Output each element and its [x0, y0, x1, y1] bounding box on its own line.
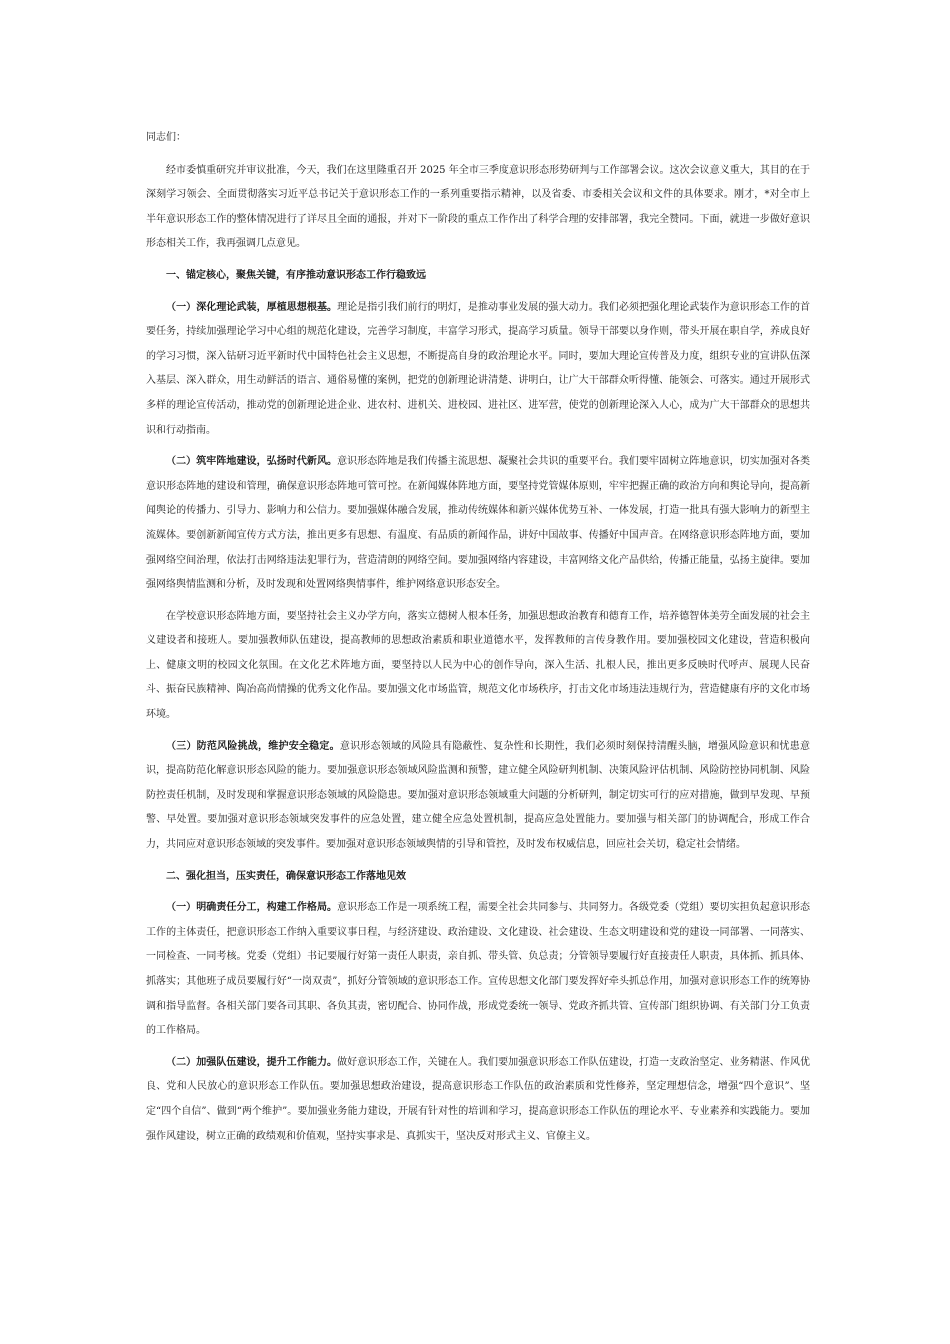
section-2-paragraph-1-body: 意识形态工作是一项系统工程，需要全社会共同参与、共同努力。各级党委（党组）要切实担负起意识形态工作的主体责任，把意识形态工作纳入重要议事日程，与经济建设、政治建设、文化建设、社会建设、生态文明建设和党的建设一同部署、一同落实、一同检查、一同考核。党委（党组）书记要履行好第一责任人职责，亲自抓、带头管、负总责；分管领导要履行好直接责任人职责，具体抓、抓具体、抓落实；其他班子成员要履行好“一岗双责”，抓好分管领域的意识形态工作。宣传思想文化部门要发挥好牵头抓总作用，加强对意识形态工作的统筹协调和指导监督。各相关部门要各司其职、各负其责，密切配合、协同作战，形成党委统一领导、党政齐抓共管、宣传部门组织协调、有关部门分工负责的工作格局。 — [146, 902, 811, 1037]
section-2-paragraph-2-body: 做好意识形态工作，关键在人。我们要加强意识形态工作队伍建设，打造一支政治坚定、业务精湛、作风优良、党和人民放心的意识形态工作队伍。要加强思想政治建设，提高意识形态工作队伍的政治素质和党性修养，坚定理想信念，增强“四个意识”、坚定“四个自信”、做到“两个维护”。要加强业务能力建设，开展有针对性的培训和学习，提高意识形态工作队伍的理论水平、专业素养和实践能力。要加强作风建设，树立正确的政绩观和价值观，坚持实事求是、真抓实干，坚决反对形式主义、官僚主义。 — [146, 1056, 811, 1142]
section-2-paragraph-2-lead: （二）加强队伍建设，提升工作能力。 — [166, 1056, 338, 1068]
section-2-paragraph-2 — [146, 1051, 810, 1149]
section-1-paragraph-1 — [146, 296, 810, 444]
section-2-paragraph-1-lead: （一）明确责任分工，构建工作格局。 — [166, 902, 338, 914]
section-1-paragraph-2-lead: （二）筑牢阵地建设，弘扬时代新风。 — [166, 456, 338, 468]
section-1-paragraph-1-body: 理论是指引我们前行的明灯，是推动事业发展的强大动力。我们必须把强化理论武装作为意识形态工作的首要任务，持续加强理论学习中心组的规范化建设，完善学习制度，丰富学习形式，提高学习质量。领导干部要以身作则，带头开展在职自学，养成良好的学习习惯，深入钻研习近平新时代中国特色社会主义思想，不断提高自身的政治理论水平。同时，要加大理论宣传普及力度，组织专业的宣讲队伍深入基层、深入群众，用生动鲜活的语言、通俗易懂的案例，把党的创新理论讲清楚、讲明白，让广大干部群众听得懂、能领会、可落实。通过开展形式多样的理论宣传活动，推动党的创新理论进企业、进农村、进机关、进校园、进社区、进军营，使党的创新理论深入人心，成为广大干部群众的思想共识和行动指南。 — [146, 301, 811, 436]
document-page — [146, 126, 810, 1156]
intro-paragraph: 经市委慎重研究并审议批准，今天，我们在这里隆重召开 2025 年全市三季度意识形态形势研判与工作部署会议。这次会议意义重大，其目的在于深刻学习领会、全面贯彻落实习近平总书记关于意识形态工作的一系列重要指示精神，以及省委、市委相关会议和文件的具体要求。刚才，*对全市上半年意识形态工作的整体情况进行了详尽且全面的通报，并对下一阶段的重点工作作出了科学合理的安排部署，我完全赞同。下面，就进一步做好意识形态相关工作，我再强调几点意见。 — [146, 164, 810, 250]
section-1-paragraph-4 — [146, 735, 810, 858]
section-1-paragraph-4-body: 意识形态领域的风险具有隐蔽性、复杂性和长期性，我们必须时刻保持清醒头脑，增强风险意识和忧患意识，提高防范化解意识形态风险的能力。要加强意识形态领域风险监测和预警，建立健全风险研判机制、决策风险评估机制、风险防控协同机制、风险防控责任机制，及时发现和掌握意识形态领域的风险隐患。要加强对意识形态领域重大问题的分析研判，制定切实可行的应对措施，做到早发现、早预警、早处置。要加强对意识形态领域突发事件的应急处置，建立健全应急处置机制，提高应急处置能力。要加强与相关部门的协调配合，形成工作合力，共同应对意识形态领域的突发事件。要加强对意识形态领域舆情的引导和管控，及时发布权威信息，回应社会关切，稳定社会情绪。 — [146, 740, 811, 851]
section-1-paragraph-2 — [146, 450, 810, 598]
section-1-paragraph-4-lead: （三）防范风险挑战，维护安全稳定。 — [166, 740, 340, 752]
section-1-paragraph-1-lead: （一）深化理论武装，厚植思想根基。 — [166, 301, 338, 313]
section-1-paragraph-3: 在学校意识形态阵地方面，要坚持社会主义办学方向，落实立德树人根本任务，加强思想政治教育和德育工作，培养德智体美劳全面发展的社会主义建设者和接班人。要加强教师队伍建设，提高教师的思想政治素质和职业道德水平，发挥教师的言传身教作用。要加强校园文化建设，营造积极向上、健康文明的校园文化氛围。在文化艺术阵地方面，要坚持以人民为中心的创作导向，深入生活、扎根人民，推出更多反映时代呼声、展现人民奋斗、振奋民族精神、陶冶高尚情操的优秀文化作品。要加强文化市场监管，规范文化市场秩序，打击文化市场违法违规行为，营造健康有序的文化市场环境。 — [146, 610, 810, 721]
salutation: 同志们： — [146, 132, 186, 143]
section-1-heading: 一、锚定核心，聚焦关键，有序推动意识形态工作行稳致远 — [166, 269, 426, 281]
section-2-paragraph-1 — [146, 896, 810, 1044]
section-1-paragraph-2-body: 意识形态阵地是我们传播主流思想、凝聚社会共识的重要平台。我们要牢固树立阵地意识，切实加强对各类意识形态阵地的建设和管理，确保意识形态阵地可管可控。在新闻媒体阵地方面，要坚持党管媒体原则，牢牢把握正确的政治方向和舆论导向，提高新闻舆论的传播力、引导力、影响力和公信力。要加强媒体融合发展，推动传统媒体和新兴媒体优势互补、一体发展，打造一批具有强大影响力的新型主流媒体。要创新新闻宣传方式方法，推出更多有思想、有温度、有品质的新闻作品，讲好中国故事、传播好中国声音。在网络意识形态阵地方面，要加强网络空间治理，依法打击网络违法犯罪行为，营造清朗的网络空间。要加强网络内容建设，丰富网络文化产品供给，传播正能量，弘扬主旋律。要加强网络舆情监测和分析，及时发现和处置网络舆情事件，维护网络意识形态安全。 — [146, 456, 811, 591]
section-2-heading: 二、强化担当，压实责任，确保意识形态工作落地见效 — [166, 870, 406, 882]
